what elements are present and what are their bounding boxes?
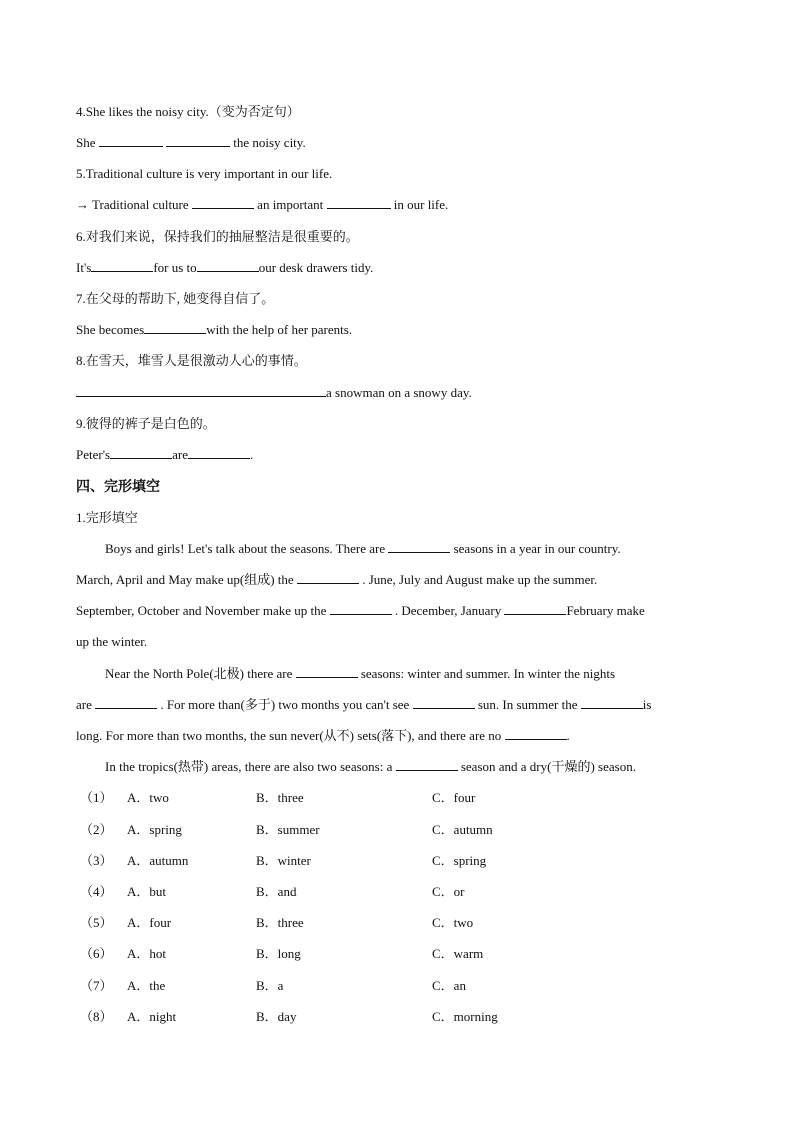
answer-text: the noisy city. — [233, 135, 306, 150]
option-c[interactable]: C．autumn — [432, 822, 493, 837]
passage-line — [76, 601, 724, 621]
option-a[interactable]: A．four — [127, 915, 172, 930]
answer-blank[interactable] — [110, 445, 172, 459]
answer-blank[interactable] — [99, 133, 163, 147]
question-4-answer-line — [76, 133, 724, 153]
passage-line — [105, 539, 724, 559]
option-b[interactable]: B．three — [256, 915, 304, 930]
option-number: （3） — [80, 853, 113, 868]
answer-text: in our life. — [393, 197, 449, 212]
passage-text: February make — [566, 603, 645, 618]
option-row — [80, 976, 740, 996]
option-number: （2） — [80, 822, 113, 837]
question-6-text: 6.对我们来说，保持我们的抽屉整洁是很重要的。 — [76, 229, 359, 244]
passage-text: long. For more than two months, the sun never(从不) sets(落下), and there are no — [76, 728, 502, 743]
answer-text: Peter's — [76, 447, 111, 462]
option-b[interactable]: B．a — [256, 978, 284, 993]
passage-text: In the tropics(热带) areas, there are also two seasons: a — [105, 759, 393, 774]
option-row — [80, 882, 740, 902]
question-8-prompt — [76, 351, 724, 371]
answer-text: for us to — [153, 260, 197, 275]
option-number: （4） — [80, 884, 113, 899]
option-number: （6） — [80, 946, 113, 961]
question-8-text: 8.在雪天，堆雪人是很激动人心的事情。 — [76, 353, 307, 368]
option-c[interactable]: C．four — [432, 790, 476, 805]
answer-text: a snowman on a snowy day. — [326, 385, 472, 400]
cloze-blank-5[interactable] — [296, 664, 358, 678]
option-row — [80, 788, 740, 808]
cloze-blank-9[interactable] — [505, 726, 567, 740]
question-8-answer-line — [76, 383, 724, 403]
answer-text: are — [172, 447, 188, 462]
answer-blank[interactable] — [327, 195, 391, 209]
question-7-prompt — [76, 289, 724, 309]
option-number: （5） — [80, 915, 113, 930]
option-c[interactable]: C．or — [432, 884, 465, 899]
cloze-blank-10[interactable] — [396, 757, 458, 771]
question-9-prompt — [76, 414, 724, 434]
question-5-text: 5.Traditional culture is very important in our life. — [76, 166, 333, 181]
section-heading — [76, 477, 724, 497]
cloze-blank-6[interactable] — [95, 695, 157, 709]
passage-text: are — [76, 697, 92, 712]
option-c[interactable]: C．warm — [432, 946, 484, 961]
passage-text: Near the North Pole(北极) there are — [105, 666, 293, 681]
question-4-text: 4.She likes the noisy city.（变为否定句） — [76, 104, 300, 119]
cloze-blank-3[interactable] — [330, 601, 392, 615]
answer-text: our desk drawers tidy. — [258, 260, 374, 275]
passage-text: season and a dry(干燥的) season. — [460, 759, 636, 774]
passage-text: . For more than(多于) two months you can't see — [160, 697, 410, 712]
passage-line — [76, 695, 724, 715]
passage-line — [76, 570, 724, 590]
answer-text: It's — [76, 260, 92, 275]
option-a[interactable]: A．two — [127, 790, 169, 805]
answer-text: . — [250, 447, 254, 462]
option-b[interactable]: B．winter — [256, 853, 311, 868]
passage-line — [76, 632, 724, 652]
answer-text: She becomes — [76, 322, 145, 337]
passage-line — [105, 757, 724, 777]
question-9-answer-line — [76, 445, 724, 465]
passage-line — [105, 664, 724, 684]
option-a[interactable]: A．the — [127, 978, 166, 993]
answer-text: She — [76, 135, 96, 150]
passage-text: . — [566, 728, 570, 743]
cloze-blank-4[interactable] — [504, 601, 566, 615]
passage-text: up the winter. — [76, 634, 148, 649]
option-row — [80, 820, 740, 840]
answer-text: with the help of her parents. — [206, 322, 353, 337]
option-a[interactable]: A．night — [127, 1009, 177, 1024]
cloze-blank-1[interactable] — [388, 539, 450, 553]
option-a[interactable]: A．hot — [127, 946, 167, 961]
question-5-prompt — [76, 164, 724, 184]
answer-blank[interactable] — [192, 195, 254, 209]
passage-text: . December, January — [394, 603, 502, 618]
option-row — [80, 1007, 740, 1027]
question-7-answer-line — [76, 320, 724, 340]
question-9-text: 9.彼得的裤子是白色的。 — [76, 416, 216, 431]
option-row — [80, 913, 740, 933]
cloze-subtitle — [76, 508, 724, 528]
question-6-answer-line — [76, 258, 724, 278]
option-a[interactable]: A．spring — [127, 822, 182, 837]
question-6-prompt — [76, 227, 724, 247]
option-row — [80, 944, 740, 964]
question-7-text: 7.在父母的帮助下, 她变得自信了。 — [76, 291, 275, 306]
option-b[interactable]: B．day — [256, 1009, 297, 1024]
section-heading-text: 四、完形填空 — [76, 479, 160, 495]
passage-text: seasons: winter and summer. In winter the nights — [360, 666, 616, 681]
passage-text: September, October and November make up the — [76, 603, 327, 618]
passage-line — [76, 726, 724, 746]
answer-text: → Traditional culture — [76, 197, 189, 212]
option-number: （8） — [80, 1009, 113, 1024]
option-number: （1） — [80, 790, 113, 805]
passage-text: Boys and girls! Let's talk about the seasons. There are — [105, 541, 386, 556]
option-b[interactable]: B．three — [256, 790, 304, 805]
option-a[interactable]: A．but — [127, 884, 167, 899]
answer-blank[interactable] — [197, 258, 259, 272]
passage-text: sun. In summer the — [477, 697, 578, 712]
answer-blank[interactable] — [166, 133, 230, 147]
passage-text: March, April and May make up(组成) the — [76, 572, 294, 587]
option-b[interactable]: B．long — [256, 946, 301, 961]
passage-text: . June, July and August make up the summer. — [362, 572, 598, 587]
option-c[interactable]: C．morning — [432, 1009, 498, 1024]
option-b[interactable]: B．summer — [256, 822, 320, 837]
question-4-prompt — [76, 102, 724, 122]
cloze-blank-8[interactable] — [581, 695, 643, 709]
passage-text: is — [642, 697, 652, 712]
cloze-blank-2[interactable] — [297, 570, 359, 584]
answer-blank[interactable] — [144, 320, 206, 334]
answer-blank[interactable] — [91, 258, 153, 272]
answer-text: an important — [257, 197, 324, 212]
option-c[interactable]: C．two — [432, 915, 474, 930]
passage-text: seasons in a year in our country. — [453, 541, 621, 556]
option-c[interactable]: C．an — [432, 978, 466, 993]
option-b[interactable]: B．and — [256, 884, 297, 899]
option-c[interactable]: C．spring — [432, 853, 487, 868]
cloze-blank-7[interactable] — [413, 695, 475, 709]
question-5-answer-line — [76, 195, 724, 215]
cloze-subtitle-text: 1.完形填空 — [76, 510, 138, 525]
option-number: （7） — [80, 978, 113, 993]
option-a[interactable]: A．autumn — [127, 853, 189, 868]
option-row — [80, 851, 740, 871]
answer-blank[interactable] — [76, 383, 326, 397]
answer-blank[interactable] — [188, 445, 250, 459]
